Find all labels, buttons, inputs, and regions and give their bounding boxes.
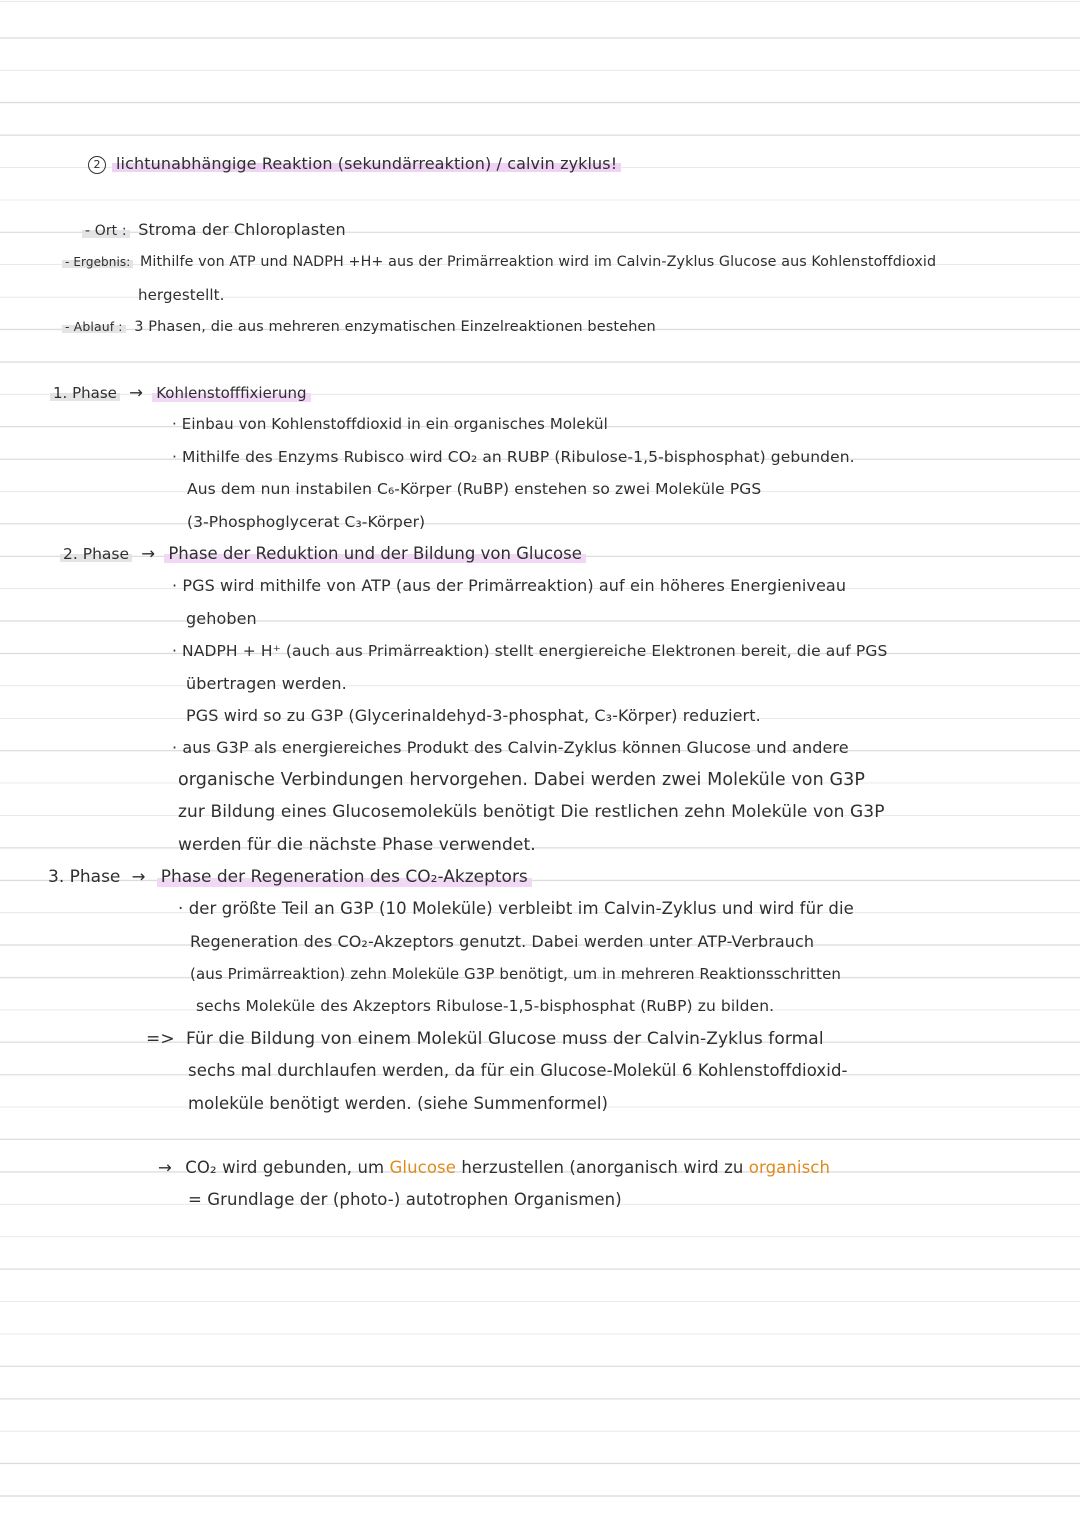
phase1-line: · Einbau von Kohlenstoffdioxid in ein organisches Molekül	[172, 415, 608, 433]
ablauf-text: 3 Phasen, die aus mehreren enzymatischen Einzelreaktionen bestehen	[134, 319, 656, 335]
phase3-conclusion-arrow: =>	[146, 1029, 175, 1049]
phase3-conclusion-line: Für die Bildung von einem Molekül Glucose muss der Calvin-Zyklus formal	[186, 1029, 824, 1049]
summary-part1: CO₂ wird gebunden, um	[185, 1158, 385, 1177]
summary-arrow: →	[158, 1158, 172, 1177]
phase1-arrow: →	[129, 383, 143, 402]
phase2-header	[60, 543, 586, 565]
summary-line2: = Grundlage der (photo-) autotrophen Organismen)	[188, 1190, 622, 1209]
summary-organisch: organisch	[748, 1158, 831, 1177]
summary-part2: herzustellen (anorganisch wird zu	[461, 1158, 744, 1177]
phase3-line: (aus Primärreaktion) zehn Moleküle G3P benötigt, um in mehreren Reaktionsschritten	[190, 965, 842, 983]
ablauf-label: - Ablauf :	[62, 319, 126, 334]
phase2-line: werden für die nächste Phase verwendet.	[178, 835, 536, 855]
phase2-title: Phase der Reduktion und der Bildung von Glucose	[164, 544, 586, 563]
phase2-line: · NADPH + H⁺ (auch aus Primärreaktion) stellt energiereiche Elektronen bereit, die auf PGS	[172, 642, 888, 660]
phase3-title: Phase der Regeneration des CO₂-Akzeptors	[157, 867, 532, 887]
phase1-label: 1. Phase	[50, 384, 120, 402]
phase3-conclusion-line: sechs mal durchlaufen werden, da für ein Glucose-Molekül 6 Kohlenstoffdioxid-	[188, 1061, 848, 1080]
phase1-line: (3-Phosphoglycerat C₃-Körper)	[187, 513, 426, 531]
phase1-title: Kohlenstofffixierung	[152, 384, 310, 402]
ergebnis-row	[62, 251, 936, 273]
phase2-line: zur Bildung eines Glucosemoleküls benötigt Die restlichen zehn Moleküle von G3P	[178, 802, 885, 822]
phase2-line: organische Verbindungen hervorgehen. Dabei werden zwei Moleküle von G3P	[178, 770, 866, 790]
page-heading	[88, 153, 621, 175]
phase3-arrow: →	[131, 867, 146, 886]
phase2-line: übertragen werden.	[186, 674, 347, 693]
ort-text: Stroma der Chloroplasten	[138, 220, 346, 239]
phase1-line: Aus dem nun instabilen C₆-Körper (RuBP) enstehen so zwei Moleküle PGS	[187, 480, 762, 498]
summary-glucose: Glucose	[389, 1158, 456, 1177]
phase2-arrow: →	[141, 544, 156, 563]
phase2-line: PGS wird so zu G3P (Glycerinaldehyd-3-phosphat, C₃-Körper) reduziert.	[186, 706, 761, 725]
summary-line1	[158, 1157, 830, 1179]
ergebnis-line1: Mithilfe von ATP und NADPH +H+ aus der Primärreaktion wird im Calvin-Zyklus Glucose aus Kohlenstoffdioxid	[139, 254, 937, 270]
ergebnis-line2: hergestellt.	[138, 286, 225, 304]
heading-text: lichtunabhängige Reaktion (sekundärreaktion) / calvin zyklus!	[112, 154, 621, 173]
phase3-conclusion-line: moleküle benötigt werden. (siehe Summenformel)	[188, 1094, 609, 1113]
phase1-line: · Mithilfe des Enzyms Rubisco wird CO₂ an RUBP (Ribulose-1,5-bisphosphat) gebunden.	[172, 448, 855, 466]
ort-row	[82, 219, 346, 242]
phase2-line: · aus G3P als energiereiches Produkt des Calvin-Zyklus können Glucose und andere	[172, 738, 849, 757]
ergebnis-label: - Ergebnis:	[62, 255, 133, 269]
phase3-label: 3. Phase	[48, 867, 121, 887]
phase1-header	[50, 382, 311, 404]
ablauf-row	[62, 316, 656, 338]
heading-number: 2	[88, 156, 106, 174]
ort-label: - Ort :	[82, 223, 130, 239]
phase2-line: gehoben	[186, 609, 257, 628]
phase3-header	[48, 866, 532, 888]
phase2-line: · PGS wird mithilfe von ATP (aus der Primärreaktion) auf ein höheres Energieniveau	[172, 576, 847, 595]
phase3-line: Regeneration des CO₂-Akzeptors genutzt. Dabei werden unter ATP-Verbrauch	[190, 932, 815, 951]
phase2-label: 2. Phase	[60, 545, 132, 563]
phase3-line: · der größte Teil an G3P (10 Moleküle) verbleibt im Calvin-Zyklus und wird für die	[178, 899, 854, 918]
phase3-line: sechs Moleküle des Akzeptors Ribulose-1,5-bisphosphat (RuBP) zu bilden.	[196, 997, 775, 1015]
